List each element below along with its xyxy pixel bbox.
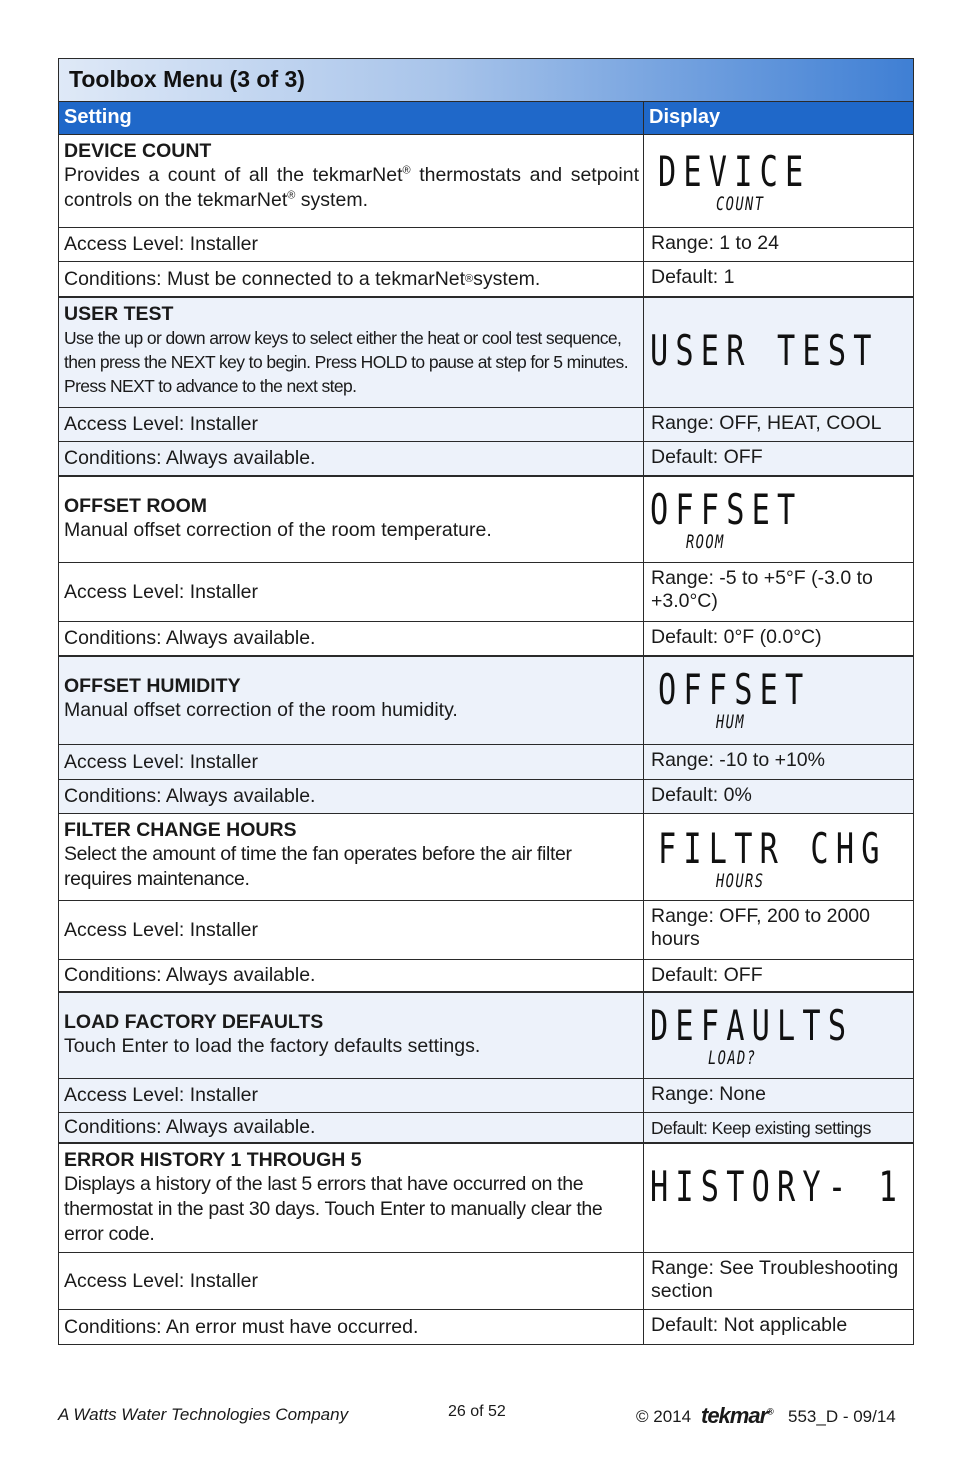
toolbox-menu-table [58,58,914,1345]
access-level-row [59,228,913,262]
access-level-row [59,1253,913,1310]
conditions: Conditions: Always available. [59,960,644,991]
lcd-main-text: USER TEST [650,326,879,375]
conditions-row [59,262,913,298]
setting-row-device-count [59,135,913,228]
range: Range: OFF, 200 to 2000 hours [651,905,870,950]
conditions-row [59,622,913,657]
default: Default: 0°F (0.0°C) [651,626,822,648]
setting-row-filter-change-hours [59,814,913,901]
default: Default: 0% [651,784,752,806]
lcd-sub-text: HOURS [716,870,765,892]
setting-description: Select the amount of time the fan operates before the air filter requires maintenance. [64,843,572,890]
conditions: Conditions: Always available. [59,442,644,475]
setting-description: Use the up or down arrow keys to select either the heat or cool test sequence, then press the NEXT key to begin. Press HOLD to pause at step for 5 minutes. Press NEXT to advance to the next step. [64,328,628,396]
setting-row-offset-humidity [59,657,913,745]
setting-row-error-history [59,1144,913,1253]
lcd-display [644,814,913,900]
range: Range: OFF, HEAT, COOL [651,412,882,434]
setting-row-load-factory-defaults [59,993,913,1079]
conditions-row [59,960,913,993]
page-number: 26 of 52 [448,1403,506,1420]
conditions: Conditions: Always available. [59,622,644,655]
access-level: Access Level: Installer [59,563,644,621]
default: Default: 1 [651,266,735,288]
setting-description: Manual offset correction of the room temperature. [64,519,492,541]
default: Default: Not applicable [651,1314,848,1336]
conditions: Conditions: Must be connected to a tekmarNet ® system. [59,262,644,296]
setting-row-user-test [59,298,913,408]
setting-column-header: Setting [59,102,644,134]
lcd-display [644,298,913,407]
setting-description: Provides a count of all the tekmarNet® thermostats and setpoint controls on the tekmarNet® system. [64,164,639,211]
lcd-display [644,135,913,227]
lcd-main-text: HISTORY- 1 [650,1162,905,1211]
lcd-display [644,993,913,1078]
range: Range: -10 to +10% [651,749,825,771]
setting-row-offset-room [59,477,913,563]
conditions-row [59,1310,913,1344]
conditions-row [59,442,913,477]
lcd-sub-text: COUNT [716,193,765,215]
table-header [59,102,913,135]
setting-name: DEVICE COUNT [64,140,212,162]
range: Range: None [651,1083,766,1105]
lcd-display [644,1144,913,1252]
access-level: Access Level: Installer [59,408,644,441]
lcd-main-text: OFFSET [658,665,811,714]
setting-description: Displays a history of the last 5 errors that have occurred on the thermostat in the past 30 days. Touch Enter to manually clear the error code. [64,1173,603,1245]
range: Range: See Troubleshooting section [651,1257,899,1302]
access-level-row [59,745,913,780]
access-level: Access Level: Installer [59,1253,644,1309]
lcd-sub-text: LOAD? [708,1047,757,1069]
access-level: Access Level: Installer [59,745,644,779]
setting-name: ERROR HISTORY 1 THROUGH 5 [64,1149,362,1171]
range: Range: -5 to +5°F (-3.0 to +3.0°C) [651,567,873,612]
default: Default: OFF [651,446,763,468]
company-name: A Watts Water Technologies Company [58,1405,349,1424]
conditions-row [59,780,913,814]
conditions: Conditions: Always available. [59,780,644,813]
lcd-main-text: DEVICE [658,147,811,196]
lcd-display [644,657,913,744]
conditions: Conditions: An error must have occurred. [59,1310,644,1344]
page-footer [58,1403,914,1433]
lcd-sub-text: ROOM [686,531,725,553]
conditions: Conditions: Always available. [59,1113,644,1142]
document-code: 553_D - 09/14 [788,1407,896,1426]
setting-name: LOAD FACTORY DEFAULTS [64,1011,324,1033]
range: Range: 1 to 24 [651,232,779,254]
copyright: © 2014 [636,1407,692,1426]
lcd-main-text: OFFSET [650,485,803,534]
display-column-header: Display [649,106,721,128]
setting-name: USER TEST [64,303,174,325]
access-level-row [59,563,913,622]
access-level-row [59,1079,913,1113]
access-level: Access Level: Installer [59,1079,644,1112]
default: Default: Keep existing settings [651,1118,871,1138]
conditions-row [59,1113,913,1144]
tekmar-logo: tekmar® [701,1403,773,1428]
access-level: Access Level: Installer [59,228,644,261]
access-level: Access Level: Installer [59,901,644,959]
lcd-main-text: FILTR CHG [658,824,887,873]
lcd-main-text: DEFAULTS [650,1001,854,1050]
setting-name: FILTER CHANGE HOURS [64,819,297,841]
setting-name: OFFSET ROOM [64,495,207,517]
access-level-row [59,901,913,960]
setting-description: Touch Enter to load the factory defaults settings. [64,1035,481,1057]
setting-name: OFFSET HUMIDITY [64,675,241,697]
lcd-sub-text: HUM [716,711,746,733]
access-level-row [59,408,913,442]
lcd-display [644,477,913,562]
setting-description: Manual offset correction of the room humidity. [64,699,458,721]
table-title: Toolbox Menu (3 of 3) [59,59,913,102]
default: Default: OFF [651,964,763,986]
